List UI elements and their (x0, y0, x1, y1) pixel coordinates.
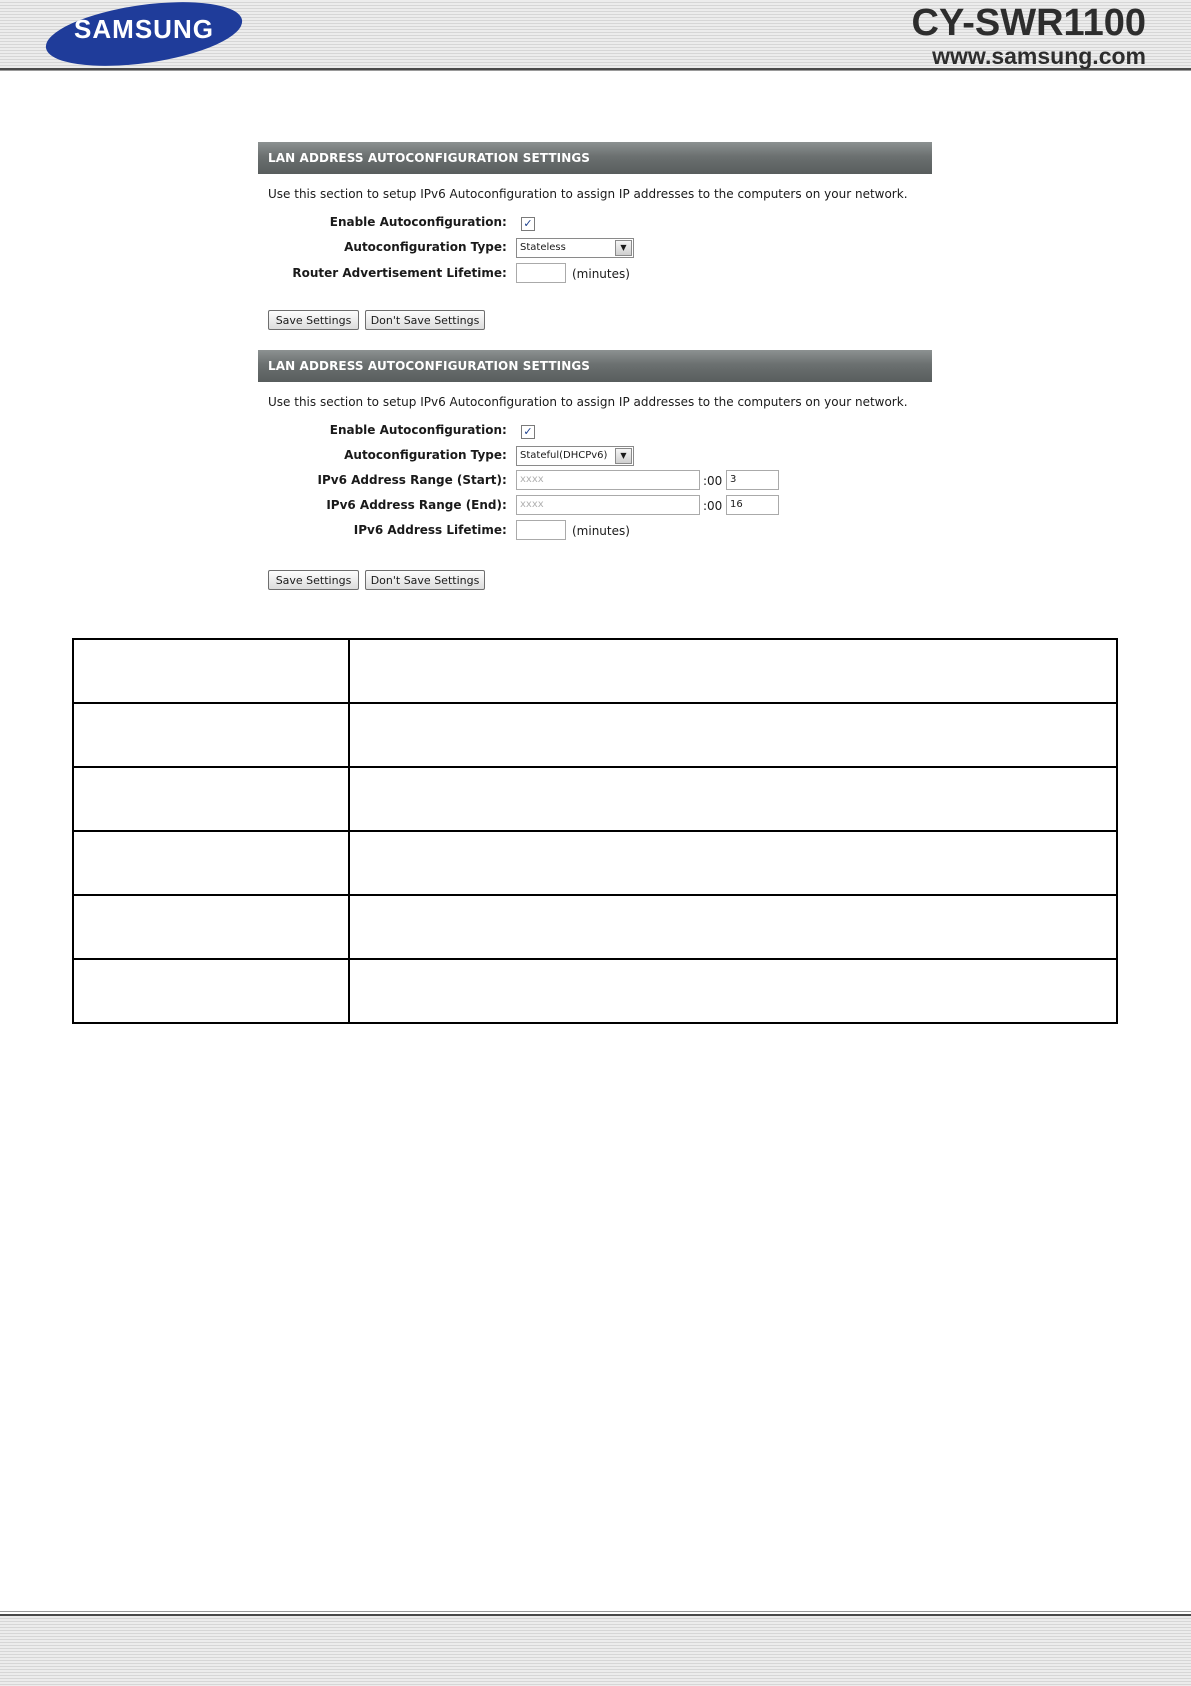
enable-autoconfig-checkbox[interactable]: ✓ (521, 217, 535, 231)
footer-rule (0, 1611, 1191, 1612)
table-row (73, 703, 1117, 767)
table-row (73, 767, 1117, 831)
autoconfig-type-label: Autoconfiguration Type (344, 240, 502, 254)
header-rule (0, 70, 1191, 71)
address-lifetime-input[interactable] (516, 520, 566, 540)
autoconfig-type-select[interactable] (516, 446, 634, 466)
ra-lifetime-row (258, 263, 932, 287)
address-lifetime-label: IPv6 Address Lifetime (353, 523, 502, 537)
table-cell (349, 703, 1117, 767)
table-cell (73, 767, 349, 831)
colon: : (502, 498, 507, 512)
address-lifetime-row (258, 520, 932, 544)
enable-autoconfig-label: Enable Autoconfiguration (329, 423, 502, 437)
range-start-separator: :00 (703, 474, 723, 488)
table-cell (73, 959, 349, 1023)
page-header (0, 0, 1191, 70)
colon: : (502, 240, 507, 254)
table-cell (349, 831, 1117, 895)
colon: : (502, 473, 507, 487)
save-settings-button[interactable]: Save Settings (268, 570, 359, 590)
enable-autoconfig-row (258, 420, 932, 444)
address-lifetime-unit: (minutes) (572, 524, 630, 538)
description-table (72, 638, 1118, 1024)
autoconfig-type-value: Stateful(DHCPv6) (520, 450, 608, 461)
table-row (73, 831, 1117, 895)
stateless-settings-panel (258, 142, 932, 337)
stateful-settings-panel (258, 350, 932, 600)
table-cell (73, 831, 349, 895)
dont-save-settings-button[interactable]: Don't Save Settings (365, 570, 485, 590)
autoconfig-type-row (258, 445, 932, 469)
table-cell (349, 895, 1117, 959)
range-start-row (258, 470, 932, 494)
chevron-down-icon[interactable]: ▼ (615, 448, 632, 464)
page-footer (0, 1614, 1191, 1686)
autoconfig-type-value: Stateless (520, 242, 566, 253)
colon: : (502, 423, 507, 437)
range-end-prefix-input[interactable]: xxxx (516, 495, 700, 515)
autoconfig-type-label: Autoconfiguration Type (344, 448, 502, 462)
range-start-prefix-input[interactable]: xxxx (516, 470, 700, 490)
table-row (73, 895, 1117, 959)
panel-description: Use this section to setup IPv6 Autoconfiguration to assign IP addresses to the computers on your network. (268, 187, 908, 201)
range-start-suffix-input[interactable]: 3 (726, 470, 779, 490)
website-url: www.samsung.com (932, 43, 1146, 69)
table-cell (349, 639, 1117, 703)
chevron-down-icon[interactable]: ▼ (615, 240, 632, 256)
panel-title: LAN ADDRESS AUTOCONFIGURATION SETTINGS (258, 350, 932, 382)
colon: : (502, 448, 507, 462)
range-end-separator: :00 (703, 499, 723, 513)
enable-autoconfig-row (258, 212, 932, 236)
model-number: CY-SWR1100 (911, 2, 1146, 44)
enable-autoconfig-checkbox[interactable]: ✓ (521, 425, 535, 439)
range-end-suffix-input[interactable]: 16 (726, 495, 779, 515)
range-start-label: IPv6 Address Range (Start) (317, 473, 502, 487)
table-cell (73, 895, 349, 959)
brand-wordmark: SAMSUNG (74, 14, 214, 44)
model-block (912, 4, 1146, 68)
ra-lifetime-label: Router Advertisement Lifetime (292, 266, 502, 280)
enable-autoconfig-label: Enable Autoconfiguration (329, 215, 502, 229)
table-row (73, 959, 1117, 1023)
table-row (73, 639, 1117, 703)
panel-description: Use this section to setup IPv6 Autoconfiguration to assign IP addresses to the computers on your network. (268, 395, 908, 409)
table-cell (349, 959, 1117, 1023)
ra-lifetime-input[interactable] (516, 263, 566, 283)
table-cell (73, 639, 349, 703)
save-settings-button[interactable]: Save Settings (268, 310, 359, 330)
table-cell (73, 703, 349, 767)
colon: : (502, 266, 507, 280)
ra-lifetime-unit: (minutes) (572, 267, 630, 281)
range-end-label: IPv6 Address Range (End) (326, 498, 502, 512)
dont-save-settings-button[interactable]: Don't Save Settings (365, 310, 485, 330)
range-end-row (258, 495, 932, 519)
panel-title: LAN ADDRESS AUTOCONFIGURATION SETTINGS (258, 142, 932, 174)
colon: : (502, 215, 507, 229)
colon: : (502, 523, 507, 537)
autoconfig-type-select[interactable] (516, 238, 634, 258)
autoconfig-type-row (258, 237, 932, 261)
table-cell (349, 767, 1117, 831)
